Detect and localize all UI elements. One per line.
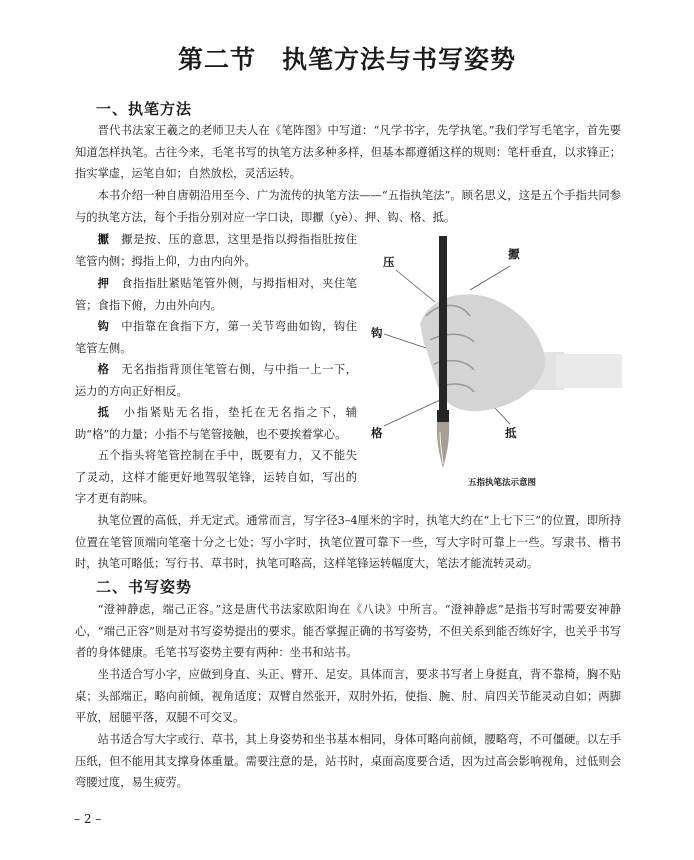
- finger-text: 无名指指背顶住笔管右侧，与中指一上一下，运力的方向正好相反。: [75, 363, 357, 398]
- finger-paragraph-ya: [75, 273, 357, 316]
- paragraph-posture-intro: “澄神静虑，端己正容。”这是唐代书法家欧阳询在《八诀》中所言。“澄神静虑”是指书写时需要安神静心，“端己正容”则是对书写姿势提出的要求。能否掌握正确的书写姿势，不但关系到能否练好字，也关乎书写者的身体健康。毛笔书写姿势主要有两种：坐书和站书。: [75, 603, 621, 659]
- hand-holding-brush-illustration: [360, 232, 622, 494]
- figure-caption: 五指执笔法示意图: [468, 478, 537, 488]
- finger-paragraph-gou: [75, 316, 357, 359]
- section-heading-posture: 二、书写姿势: [96, 578, 193, 596]
- finger-text: 中指靠在食指下方，第一关节弯曲如钩，钩住笔管左侧。: [75, 320, 357, 355]
- paragraph-sitting-posture: 坐书适合写小字，应做到身直、头正、臂开、足安。具体而言，要求书写者上身挺直，背不靠椅，胸不贴桌；头部端正，略向前倾，视角适度；双臂自然张开，双肘外拓，使指、腕、肘、肩四关节能灵动自如；两脚平放，屈腿平落，双腿不可交叉。: [75, 668, 621, 724]
- paragraph-five-finger-intro: 本书介绍一种自唐朝沿用至今、广为流传的执笔方法——“五指执笔法”。顾名思义，这是五个手指共同参与的执笔方法，每个手指分别对应一字口诀，即擫（yè）、押、钩、格、抵。: [75, 189, 621, 224]
- label-ya: 压: [383, 255, 395, 269]
- finger-term: 押: [97, 277, 110, 290]
- label-gou: 钩: [371, 326, 383, 340]
- label-di: 抵: [505, 426, 517, 440]
- paragraph-standing-posture: 站书适合写大字或行、草书，其上身姿势和坐书基本相同，身体可略向前倾，腰略弯，不可僵硬。以左手压纸，但不能用其支撑身体重量。需要注意的是，站书时，桌面高度要合适，因为过高会影响视角，过低则会弯腰过度，易生疲劳。: [75, 733, 621, 789]
- paragraph-grip-intro: 晋代书法家王羲之的老师卫夫人在《笔阵图》中写道：“凡学书字，先学执笔。”我们学写毛笔字，首先要知道怎样执笔。古往今来，毛笔书写的执笔方法多种多样，但基本都遵循这样的规则：笔杆垂直，以求锋正；指实掌虚，运笔自如；自然放松，灵活运转。: [75, 124, 621, 180]
- finger-term: 抵: [97, 406, 111, 419]
- finger-term: 钩: [97, 320, 110, 333]
- finger-paragraph-ye: [75, 229, 357, 272]
- finger-paragraph-ge: [75, 359, 357, 402]
- label-ye: 擫: [508, 247, 520, 261]
- section-heading-grip: 一、执笔方法: [96, 100, 193, 118]
- paragraph-grip-position: 执笔位置的高低，并无定式。通常而言，写字径3–4厘米的字时，执笔大约在“上七下三”的位置，即所持位置在笔管顶端向笔毫十分之七处；写小字时，执笔位置可靠下一些，写大字时可靠上一些。写隶书、楷书时，执笔可略低；写行书、草书时，执笔可略高，这样笔锋运转幅度大，笔法才能流转灵动。: [75, 514, 621, 570]
- page-title: 第二节 执笔方法与书写姿势: [177, 45, 516, 74]
- finger-paragraph-di: [75, 402, 357, 445]
- finger-term: 擫: [97, 233, 110, 246]
- finger-text: 擫是按、压的意思，这里是指以拇指指肚按住笔管内侧；拇指上仰，力由内向外。: [75, 233, 357, 268]
- finger-text: 小指紧贴无名指，垫托在无名指之下，辅助“格”的力量；小指不与笔管接触，也不要挨着掌心。: [75, 406, 357, 441]
- finger-text: 食指指肚紧贴笔管外侧，与拇指相对，夹住笔管；食指下俯，力由外向内。: [75, 277, 357, 312]
- five-finger-grip-figure: [360, 232, 622, 494]
- page-number: – 2 –: [74, 812, 102, 826]
- finger-term: 格: [97, 363, 110, 376]
- paragraph-five-fingers-summary: 五个指头将笔管控制在手中，既要有力，又不能失了灵动，这样才能更好地驾驭笔锋，运转自如，写出的字才更有韵味。: [75, 449, 357, 505]
- label-ge: 格: [371, 426, 383, 440]
